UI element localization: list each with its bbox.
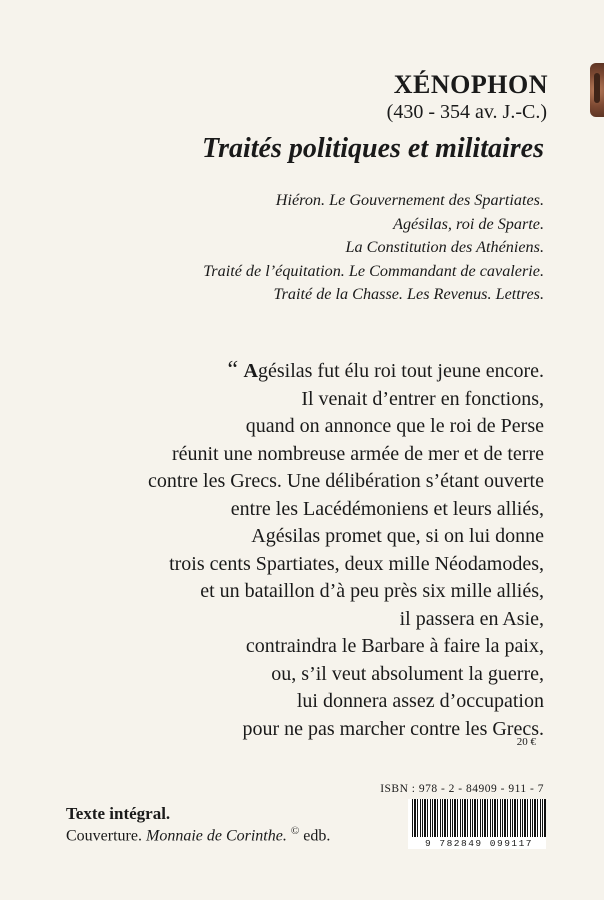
cover-credit-prefix: Couverture. — [66, 827, 146, 845]
quote-line: réunit une nombreuse armée de mer et de terre — [171, 442, 544, 465]
quote-line: Il venait d’entrer en fonctions, — [301, 387, 544, 410]
quote-line: entre les Lacédémoniens et leurs alliés, — [230, 497, 544, 520]
quote-line: contre les Grecs. Une délibération s’étant ouverte — [148, 470, 544, 492]
quote-line: contraindra le Barbare à faire la paix, — [245, 635, 544, 657]
cover-credit — [66, 825, 330, 845]
contents-item: La Constitution des Athéniens. — [345, 238, 544, 256]
quote-first-letter: A — [243, 360, 258, 382]
quote-line: pour ne pas marcher contre les Grecs. — [242, 717, 544, 740]
quote-line-first — [148, 357, 544, 386]
price-label: 20 € — [516, 736, 536, 748]
author-dates: (430 - 354 av. J.-C.) — [386, 101, 547, 123]
isbn-label: ISBN : 978 - 2 - 84909 - 911 - 7 — [380, 783, 544, 795]
contents-list — [203, 189, 544, 307]
quote-line: lui donnera assez d’occupation — [296, 690, 544, 712]
author-name: XÉNOPHON — [393, 70, 548, 99]
contents-item: Hiéron. Le Gouvernement des Spartiates. — [275, 191, 544, 209]
quote-mark: “ — [225, 357, 239, 383]
cover-credit-suffix: edb. — [299, 827, 331, 845]
quote-line: quand on annonce que le roi de Perse — [245, 415, 544, 437]
copyright-symbol: © — [290, 825, 300, 837]
contents-item: Traité de l’équitation. Le Commandant de cavalerie. — [203, 261, 544, 280]
book-title: Traités politiques et militaires — [202, 133, 544, 164]
contents-item: Agésilas, roi de Sparte. — [393, 214, 544, 233]
full-text-label: Texte intégral. — [66, 804, 171, 823]
quote-block — [148, 357, 544, 743]
quote-line: Agésilas promet que, si on lui donne — [251, 525, 544, 547]
coin-image — [590, 63, 604, 117]
cover-credit-title: Monnaie de Corinthe. — [145, 827, 287, 845]
barcode-number: 9 782849 099117 — [424, 838, 533, 849]
quote-line: trois cents Spartiates, deux mille Néodamodes, — [169, 552, 544, 575]
quote-line: ou, s’il veut absolument la guerre, — [271, 662, 544, 685]
quote-line: et un bataillon d’à peu près six mille alliés, — [200, 580, 544, 602]
quote-line: il passera en Asie, — [399, 607, 544, 630]
barcode — [408, 799, 546, 849]
contents-item: Traité de la Chasse. Les Revenus. Lettres. — [273, 285, 544, 303]
barcode-bars — [412, 799, 546, 837]
quote-first-line: gésilas fut élu roi tout jeune encore. — [257, 360, 544, 382]
